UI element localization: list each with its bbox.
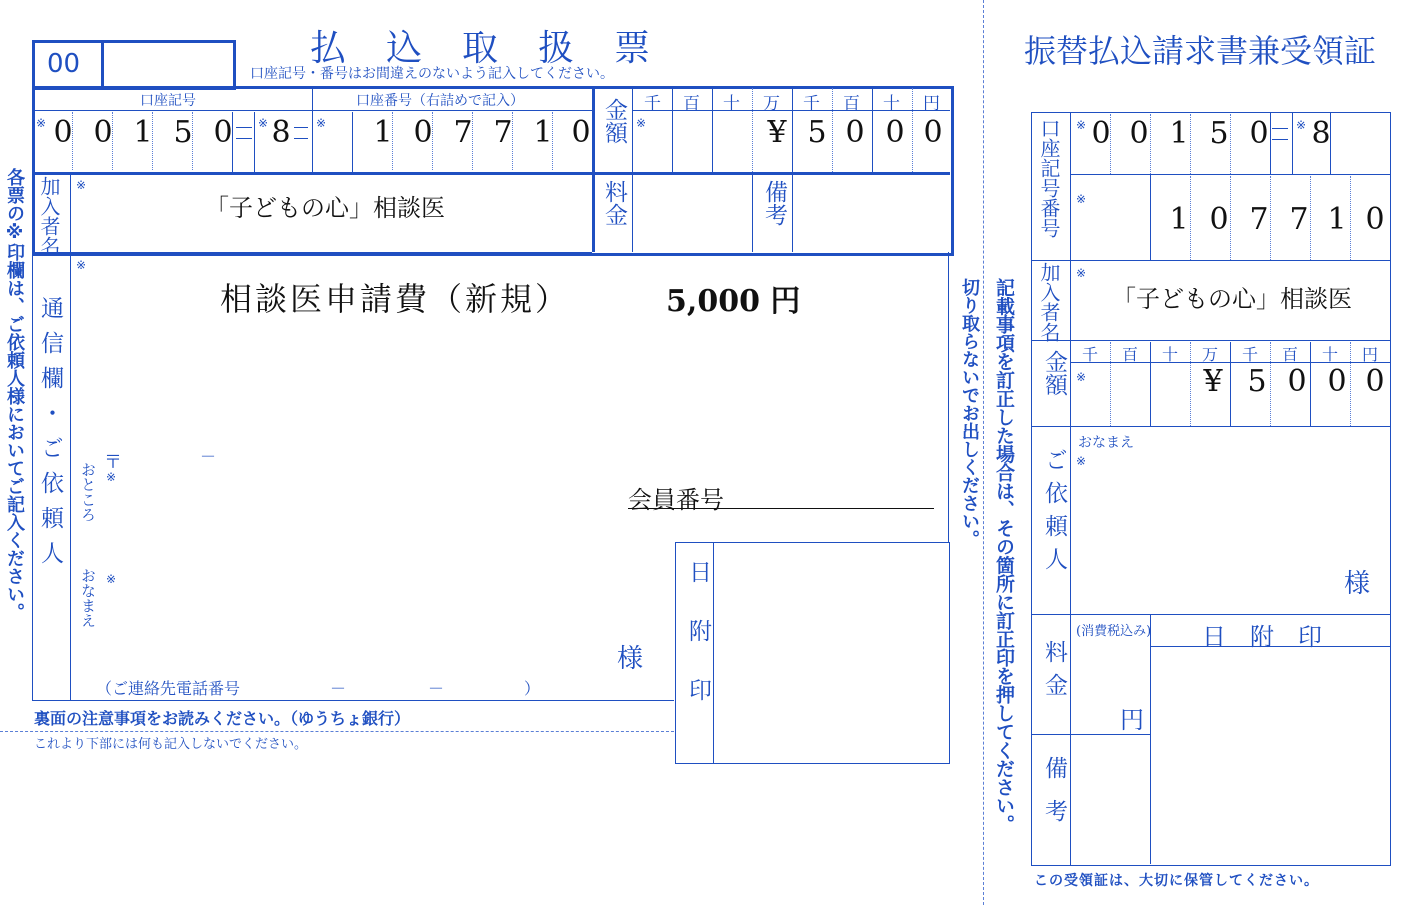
amount-unit: 千: [644, 94, 661, 114]
account-number-digit: 1: [373, 115, 393, 150]
amount-unit: 十: [723, 94, 740, 114]
biko-label: 備考: [761, 180, 787, 226]
amount-unit: 円: [923, 94, 940, 114]
tax-label: (消費税込み): [1076, 624, 1152, 639]
hizuke-label: 日附印: [685, 560, 711, 737]
onamae-label: おなまえ: [79, 568, 97, 628]
left-sama: 様: [617, 644, 644, 674]
amount-unit: 万: [763, 94, 780, 114]
right-footer: この受領証は、大切に保管してください。: [1034, 873, 1319, 889]
header-kingaku: 金額: [601, 98, 627, 144]
amount-unit: 千: [803, 94, 820, 114]
message-text: 相談医申請費（新規）: [220, 280, 571, 318]
right-symbol-digit: 0: [1091, 116, 1111, 151]
right-ryokin-label: 料金: [1041, 640, 1067, 706]
header-bango: 口座番号（右詰めで記入）: [356, 93, 524, 109]
right-check-digit: 8: [1311, 116, 1331, 151]
account-number-digit: 0: [413, 115, 433, 150]
right-kigo-label: 口座記号番号: [1037, 118, 1061, 238]
amount-digit: 5: [807, 115, 827, 150]
account-symbol-digit: 0: [213, 115, 233, 150]
right-number-digit: 0: [1209, 202, 1229, 237]
right-amount-digit: 0: [1327, 364, 1347, 399]
account-symbol-digit: 0: [53, 115, 73, 150]
right-kanyusha-label: 加入者名: [1037, 262, 1061, 342]
member-label: 会員番号: [628, 486, 724, 514]
cut-note: 切り取らないでお出しください。: [959, 278, 980, 548]
amount-unit: 百: [843, 94, 860, 114]
left-subtitle: 口座記号・番号はお間違えのないよう記入してください。: [250, 66, 614, 82]
right-hizuke-label: 日 附 印: [1202, 623, 1322, 651]
right-symbol-digit: 1: [1169, 116, 1189, 151]
kanyusha-label: 加入者名: [37, 176, 61, 256]
right-number-digit: 7: [1249, 202, 1269, 237]
right-symbol-digit: 5: [1209, 116, 1229, 151]
right-title: 振替払込請求書兼受領証: [1024, 32, 1377, 70]
amount-digit: 0: [923, 115, 943, 150]
left-footer-warning: これより下部には何も記入しないでください。: [34, 737, 308, 752]
right-number-digit: 1: [1327, 202, 1347, 237]
right-number-digit: 0: [1365, 202, 1385, 237]
code-box: [32, 40, 236, 90]
amount-unit: 百: [683, 94, 700, 114]
account-number-digit: 1: [533, 115, 553, 150]
tsushin-label: 通信欄・ご依頼人: [37, 296, 63, 576]
amount-digit: 0: [845, 115, 865, 150]
amount-digit: 0: [885, 115, 905, 150]
hizuke-box: [675, 542, 950, 764]
right-sama: 様: [1344, 569, 1371, 599]
left-footer-notice: 裏面の注意事項をお読みください。（ゆうちょ銀行）: [34, 709, 411, 728]
right-kingaku-label: 金額: [1041, 350, 1067, 396]
right-amount-digit: 0: [1365, 364, 1385, 399]
account-symbol-digit: 0: [93, 115, 113, 150]
right-number-digit: 1: [1169, 202, 1189, 237]
right-amount-digit: 0: [1287, 364, 1307, 399]
right-kanyusha-name: 「子どもの心」相談医: [1112, 285, 1352, 313]
left-title: 払 込 取 扱 票: [310, 28, 653, 69]
account-number-digit: 7: [493, 115, 513, 150]
postal-mark: 〒: [104, 452, 122, 473]
account-number-digit: 0: [571, 115, 591, 150]
account-number-digit: 7: [453, 115, 473, 150]
right-onamae: おなまえ: [1078, 435, 1134, 451]
right-amount-digit: ¥: [1203, 364, 1223, 399]
right-number-digit: 7: [1289, 202, 1309, 237]
header-kigo: 口座記号: [140, 93, 196, 109]
amount-digit: ¥: [767, 115, 787, 150]
right-yen: 円: [1120, 706, 1144, 734]
right-symbol-digit: 0: [1249, 116, 1269, 151]
left-side-note: 各票の※印欄は、ご依頼人様においてご記入ください。: [4, 168, 25, 621]
right-irainin-label: ご依頼人: [1041, 448, 1067, 580]
account-symbol-digit: 1: [133, 115, 153, 150]
account-symbol-digit: 5: [173, 115, 193, 150]
kanyusha-name: 「子どもの心」相談医: [205, 194, 445, 222]
message-amount: 5,000 円: [666, 284, 801, 319]
amount-unit: 十: [883, 94, 900, 114]
postal-dash: －: [200, 447, 217, 466]
account-check-digit: 8: [271, 115, 291, 150]
phone-label: （ご連絡先電話番号: [96, 679, 241, 698]
correction-note: 記載事項を訂正した場合は、その箇所に訂正印を押してください。: [993, 278, 1015, 833]
code-box-value: 00: [47, 49, 81, 79]
right-amount-digit: 5: [1247, 364, 1267, 399]
ryokin-label: 料金: [601, 180, 627, 226]
right-biko-label: 備考: [1041, 756, 1067, 842]
right-symbol-digit: 0: [1129, 116, 1149, 151]
otokoro-label: おところ: [79, 462, 97, 522]
